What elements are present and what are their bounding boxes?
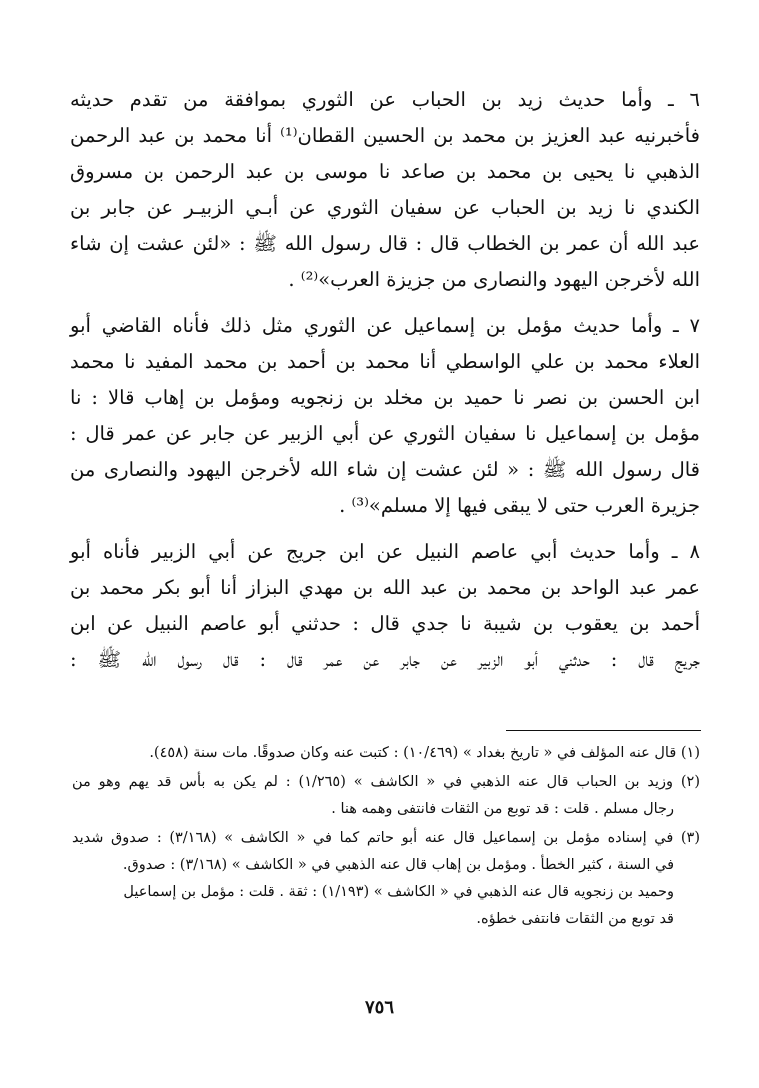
footnote-line: وحميد بن زنجويه قال عنه الذهبي في « الكاشف » (١/١٩٣) : ثقة . قلت : مؤمل بن إسماعيل <box>123 884 674 900</box>
footnote-2 <box>72 769 700 823</box>
paragraph-7 <box>70 308 700 524</box>
text-line: فأخبرنيه عبد العزيز بن محمد بن الحسين القطان⁽¹⁾ أنا محمد بن عبد الرحمن <box>70 124 700 147</box>
text-line: جزيرة العرب حتى لا يبقى فيها إلا مسلم»⁽³⁾ . <box>339 494 700 517</box>
footnotes <box>72 740 700 935</box>
text-line: جريج قال : حدثني أبو الزبير عن جابر عن عمر قال : قال رسول الله ﷺ : <box>70 648 700 671</box>
text-line: ٧ ـ وأما حديث مؤمل بن إسماعيل عن الثوري مثل ذلك فأناه القاضي أبو <box>70 314 700 337</box>
text-line: مؤمل بن إسماعيل نا سفيان الثوري عن أبي الزبير عن جابر عن عمر قال : <box>70 422 700 445</box>
main-text <box>70 82 700 688</box>
text-line: ٨ ـ وأما حديث أبي عاصم النبيل عن ابن جريج عن أبي الزبير فأناه أبو <box>70 540 700 563</box>
footnote-separator <box>506 730 701 731</box>
text-line: العلاء محمد بن علي الواسطي أنا محمد بن أحمد بن محمد المفيد نا محمد <box>70 350 700 373</box>
footnote-line: رجال مسلم . قلت : قد توبع من الثقات فانتفى وهمه هنا . <box>331 801 674 817</box>
footnote-3 <box>72 825 700 933</box>
page-number: ٧٥٦ <box>364 997 394 1018</box>
footnote-line: (٢) وزيد بن الحباب قال عنه الذهبي في « الكاشف » (١/٢٦٥) : لم يكن به بأس قد يهم وهو من <box>72 774 700 790</box>
paragraph-6 <box>70 82 700 298</box>
footnote-line: (٣) في إسناده مؤمل بن إسماعيل قال عنه أبو حاتم كما في « الكاشف » (٣/١٦٨) : صدوق شديد <box>72 830 700 846</box>
paragraph-8 <box>70 534 700 678</box>
text-line: قال رسول الله ﷺ : « لئن عشت إن شاء الله لأخرجن اليهود والنصارى من <box>70 458 700 481</box>
text-line: الذهبي نا يحيى بن محمد بن صاعد نا موسى بن عبد الرحمن بن مسروق <box>70 160 700 183</box>
footnote-line: (١) قال عنه المؤلف في « تاريخ بغداد » (١٠/٤٦٩) : كتبت عنه وكان صدوقًا. مات سنة (٤٥٨). <box>149 745 700 761</box>
text-line: الله لأخرجن اليهود والنصارى من جزيزة العرب»⁽²⁾ . <box>288 268 700 291</box>
text-line: عبد الله أن عمر بن الخطاب قال : قال رسول الله ﷺ : «لئن عشت إن شاء <box>70 232 700 255</box>
text-line: الكندي نا زيد بن الحباب عن سفيان الثوري عن أبـي الزبيـر عن جابر بن <box>70 196 700 219</box>
text-line: أحمد بن يعقوب بن شيبة نا جدي قال : حدثني أبو عاصم النبيل عن ابن <box>70 612 700 635</box>
footnote-line: قد توبع من الثقات فانتفى خطؤه. <box>476 911 674 927</box>
footnote-line: في السنة ، كثير الخطأ . ومؤمل بن إهاب قال عنه الذهبي في « الكاشف » (٣/١٦٨) : صدوق. <box>122 857 674 873</box>
text-line: ابن الحسن بن نصر نا حميد بن مخلد بن زنجويه ومؤمل بن إهاب قالا : نا <box>70 386 700 409</box>
text-line: ٦ ـ وأما حديث زيد بن الحباب عن الثوري بموافقة من تقدم حديثه <box>70 88 700 111</box>
footnote-1 <box>72 740 700 767</box>
text-line: عمر عبد الواحد بن محمد بن عبد الله بن مهدي البزاز أنا أبو بكر محمد بن <box>70 576 700 599</box>
